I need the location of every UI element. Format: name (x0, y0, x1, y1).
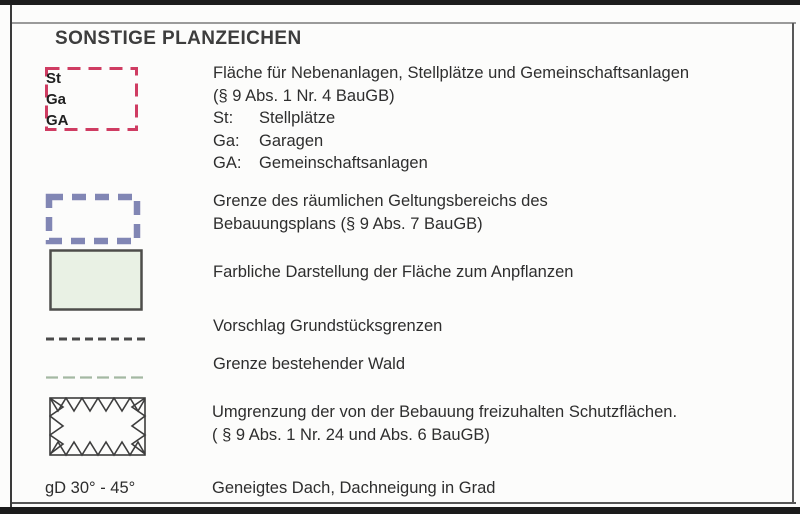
scan-edge-bottom (0, 507, 800, 514)
page-title: SONSTIGE PLANZEICHEN (55, 28, 302, 49)
description-line: ( § 9 Abs. 1 Nr. 24 und Abs. 6 BauGB) (212, 425, 490, 444)
definition-term: Gemeinschaftsanlagen (259, 154, 428, 172)
symbol-label-ga: Ga (46, 91, 67, 108)
description-line: Umgrenzung der von der Bebauung freizuhalten Schutzflächen. (212, 403, 678, 421)
geltungsbereich-description (213, 190, 548, 235)
description-line: Farbliche Darstellung der Fläche zum Anpflanzen (213, 263, 574, 281)
definition-term: Stellplätze (259, 109, 336, 127)
geltungsbereich-dashed-rect-icon (44, 192, 142, 251)
roof-pitch-abbr: gD 30° - 45° (45, 479, 136, 497)
nebenanlagen-symbol-labels (46, 68, 69, 131)
symbol-label-gA: GA (46, 112, 69, 129)
definition-row (213, 152, 689, 175)
frame-line-left (10, 5, 12, 507)
definition-abbr: Ga: (213, 131, 240, 150)
frame-line-top (10, 22, 796, 24)
description-line: Vorschlag Grundstücksgrenzen (213, 317, 443, 335)
symbol-label-st: St (46, 70, 61, 87)
wald-grenze-dashed-line-icon (46, 366, 150, 384)
description-line: (§ 9 Abs. 1 Nr. 4 BauGB) (213, 86, 395, 105)
frame-line-right (792, 23, 794, 503)
grundstuecksgrenzen-dashed-line-icon (46, 328, 152, 346)
schutzflaechen-zigzag-rect-icon (49, 397, 147, 462)
definition-row (213, 130, 689, 153)
definition-abbr: GA: (213, 154, 242, 172)
schutzflaechen-description (212, 401, 677, 446)
description-line: Grenze bestehender Wald (213, 355, 405, 373)
wald-grenze-description (213, 353, 405, 376)
description-line: Bebauungsplans (§ 9 Abs. 7 BauGB) (213, 214, 483, 233)
anpflanzen-description (213, 261, 573, 284)
frame-line-bottom (10, 502, 796, 504)
anpflanzen-filled-rect-icon (49, 249, 143, 316)
scan-edge-top (0, 0, 800, 5)
description-line: Grenze des räumlichen Geltungsbereichs des (213, 192, 548, 210)
definition-term: Garagen (259, 131, 324, 150)
definition-abbr: St: (213, 109, 234, 127)
definition-row (213, 107, 689, 130)
description-line: Geneigtes Dach, Dachneigung in Grad (212, 479, 496, 497)
grundstuecksgrenzen-description (213, 315, 442, 338)
roof-pitch-description (212, 477, 495, 500)
nebenanlagen-description (213, 62, 689, 175)
description-line: Fläche für Nebenanlagen, Stellplätze und Gemeinschaftsanlagen (213, 64, 690, 82)
